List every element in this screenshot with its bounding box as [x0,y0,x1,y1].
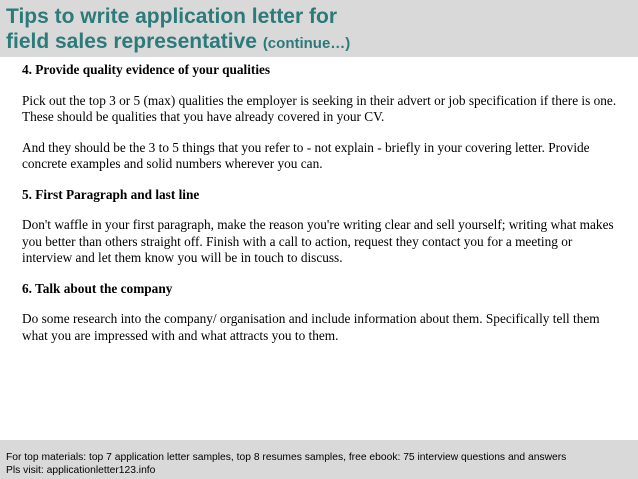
body-paragraph: Don't waffle in your first paragraph, make the reason you're writing clear and sell yourself; writing what makes you better than others straight off. Finish with a call to action, request they contact you for a meeting or interview and let them know you will be in touch to discuss. [22,217,614,265]
body-paragraph: Pick out the top 3 or 5 (max) qualities the employer is seeking in their advert or job specification if there is one. These should be qualities that you have already covered in your CV. [22,92,617,124]
body-paragraph: And they should be the 3 to 5 things that you refer to - not explain - briefly in your covering letter. Provide concrete examples and solid numbers wherever you can. [22,139,590,171]
page-title-line-1 [6,5,337,29]
section-heading-company: 6. Talk about the company [22,280,173,296]
page-title-text-2: field sales representative [6,30,257,53]
footer-text-line-2: Pls visit: applicationletter123.info [6,465,156,476]
page-title-suffix: (continue…) [262,35,351,52]
slide-body [22,62,622,358]
page-title-line-2 [6,30,350,56]
page-title-text-1: Tips to write application letter for [6,5,337,28]
section-heading-first-paragraph: 5. First Paragraph and last line [22,186,200,202]
body-paragraph: Do some research into the company/ organisation and include information about them. Specifically tell them what you are impressed with and what attracts you to them. [22,311,600,343]
footer-text-line-1: For top materials: top 7 application letter samples, top 8 resumes samples, free ebook: 75 interview questions and answers [6,452,567,463]
footer-bar [0,440,638,479]
section-heading-quality-evidence: 4. Provide quality evidence of your qualities [22,62,271,77]
title-bar [0,0,638,57]
